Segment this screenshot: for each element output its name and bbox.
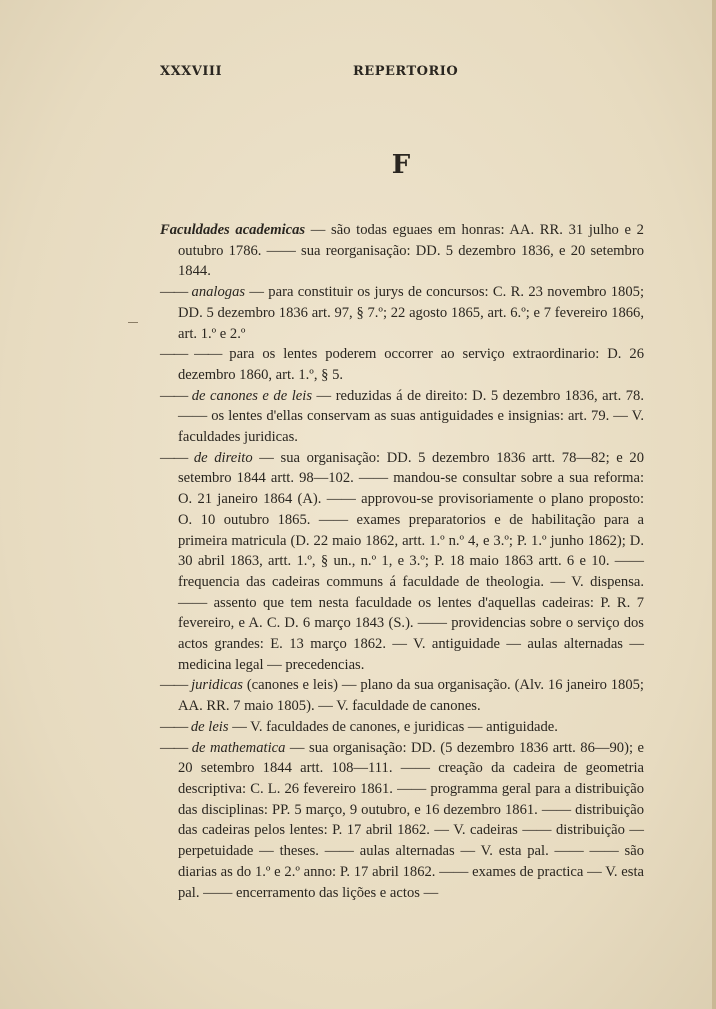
entry: [160, 220, 644, 282]
entry-lead-dash: ——: [160, 739, 188, 756]
section-letter: F: [391, 150, 411, 180]
entry-text: (canones e leis) — plano da sua organisação. (Alv. 16 janeiro 1805; AA. RR. 7 maio 1805). — V. faculdade de canones.: [178, 677, 644, 715]
margin-mark: [128, 322, 138, 323]
entry-lead-dash: ——: [160, 449, 188, 466]
repertory-entries: [160, 220, 644, 903]
entry-heading: de canones e de leis: [191, 387, 313, 404]
entry: [160, 738, 644, 904]
entry: [160, 386, 644, 448]
entry-heading: de mathematica: [191, 739, 286, 756]
running-header: [160, 64, 650, 84]
entry-lead-dash: ——: [160, 718, 188, 735]
entry-heading: Faculdades academicas: [160, 222, 306, 238]
page-number: XXXVIII: [160, 64, 223, 79]
entry-text: — são todas eguaes em honras: AA. RR. 31 julho e 2 outubro 1786. —— sua reorganisação: DD. 5 dezembro 1836, e 20 setembro 1844.: [178, 222, 644, 280]
entry-heading: analogas: [191, 284, 246, 301]
entry-text: — V. faculdades de canones, e juridicas — antiguidade.: [228, 718, 558, 735]
entry: [160, 448, 644, 676]
entry: [160, 717, 644, 738]
entry-lead-dash: ——: [160, 284, 188, 301]
entry-text: para os lentes poderem occorrer ao serviço extraordinario: D. 26 dezembro 1860, art. 1.º, § 5.: [178, 346, 644, 383]
entry-heading: juridicas: [191, 677, 243, 694]
entry-heading: de direito: [193, 449, 253, 466]
entry-text: — reduzidas á de direito: D. 5 dezembro 1836, art. 78. —— os lentes d'ellas conservam as suas antiguidades e insignias: art. 79. — V. faculdades juridicas.: [178, 387, 644, 446]
entry-text: — para constituir os jurys de concursos: C. R. 23 novembro 1805; DD. 5 dezembro 1836 art. 97, § 7.º; 22 agosto 1865, art. 6.º; e 7 fevereiro 1866, art. 1.º e 2.º: [178, 284, 644, 342]
entry: [160, 675, 644, 716]
entry-lead-dash: ——: [160, 387, 188, 404]
entry-lead-dash: ——: [160, 677, 188, 694]
running-title: REPERTORIO: [353, 64, 459, 79]
entry-text: — sua organisação: DD. (5 dezembro 1836 artt. 86—90); e 20 setembro 1844 artt. 108—111. —— creação da cadeira de geometria descriptiva: C. L. 26 fevereiro 1861. —— programma geral para a distribuição das disciplinas: PP. 5 março, 9 outubro, e 16 dezembro 1861. —— distribuição das cadeiras pelos lentes: P. 17 abril 1862. — V. cadeiras —— distribuição — perpetuidade — theses. —— aulas alternadas — V. esta pal. —— —— são diarias as do 1.º e 2.º anno: P. 17 abril 1862. —— exames de practica — V. esta pal. —— encerramento das lições e actos —: [178, 739, 645, 901]
entry: [160, 344, 644, 385]
entry: [160, 282, 644, 344]
entry-lead-dash: —— ——: [160, 346, 222, 363]
entry-text: — sua organisação: DD. 5 dezembro 1836 artt. 78—82; e 20 setembro 1844 artt. 98—102. —— mandou-se consultar sobre a sua reforma: O. 21 janeiro 1864 (A). —— approvou-se provisoriamente o plano proposto: O. 10 outubro 1865. —— exames preparatorios e de habilitação para a primeira matricula (D. 22 maio 1862, artt. 1.º n.º 4, e 3.º; P. 1.º junho 1862); D. 30 abril 1863, artt. 1.º, § un., n.º 1, e 3.º; P. 18 maio 1863 artt. 6 e 10. —— frequencia das cadeiras communs á faculdade de theologia. — V. dispensa. —— assento que tem nesta faculdade os lentes d'aquellas cadeiras: P. R. 7 fevereiro, e A. C. D. 6 março 1843 (S.). —— providencias sobre o serviço dos actos grandes: E. 13 março 1862. — V. antiguidade — aulas alternadas — medicina legal — precedencias.: [178, 449, 644, 673]
entry-heading: de leis: [190, 718, 229, 735]
